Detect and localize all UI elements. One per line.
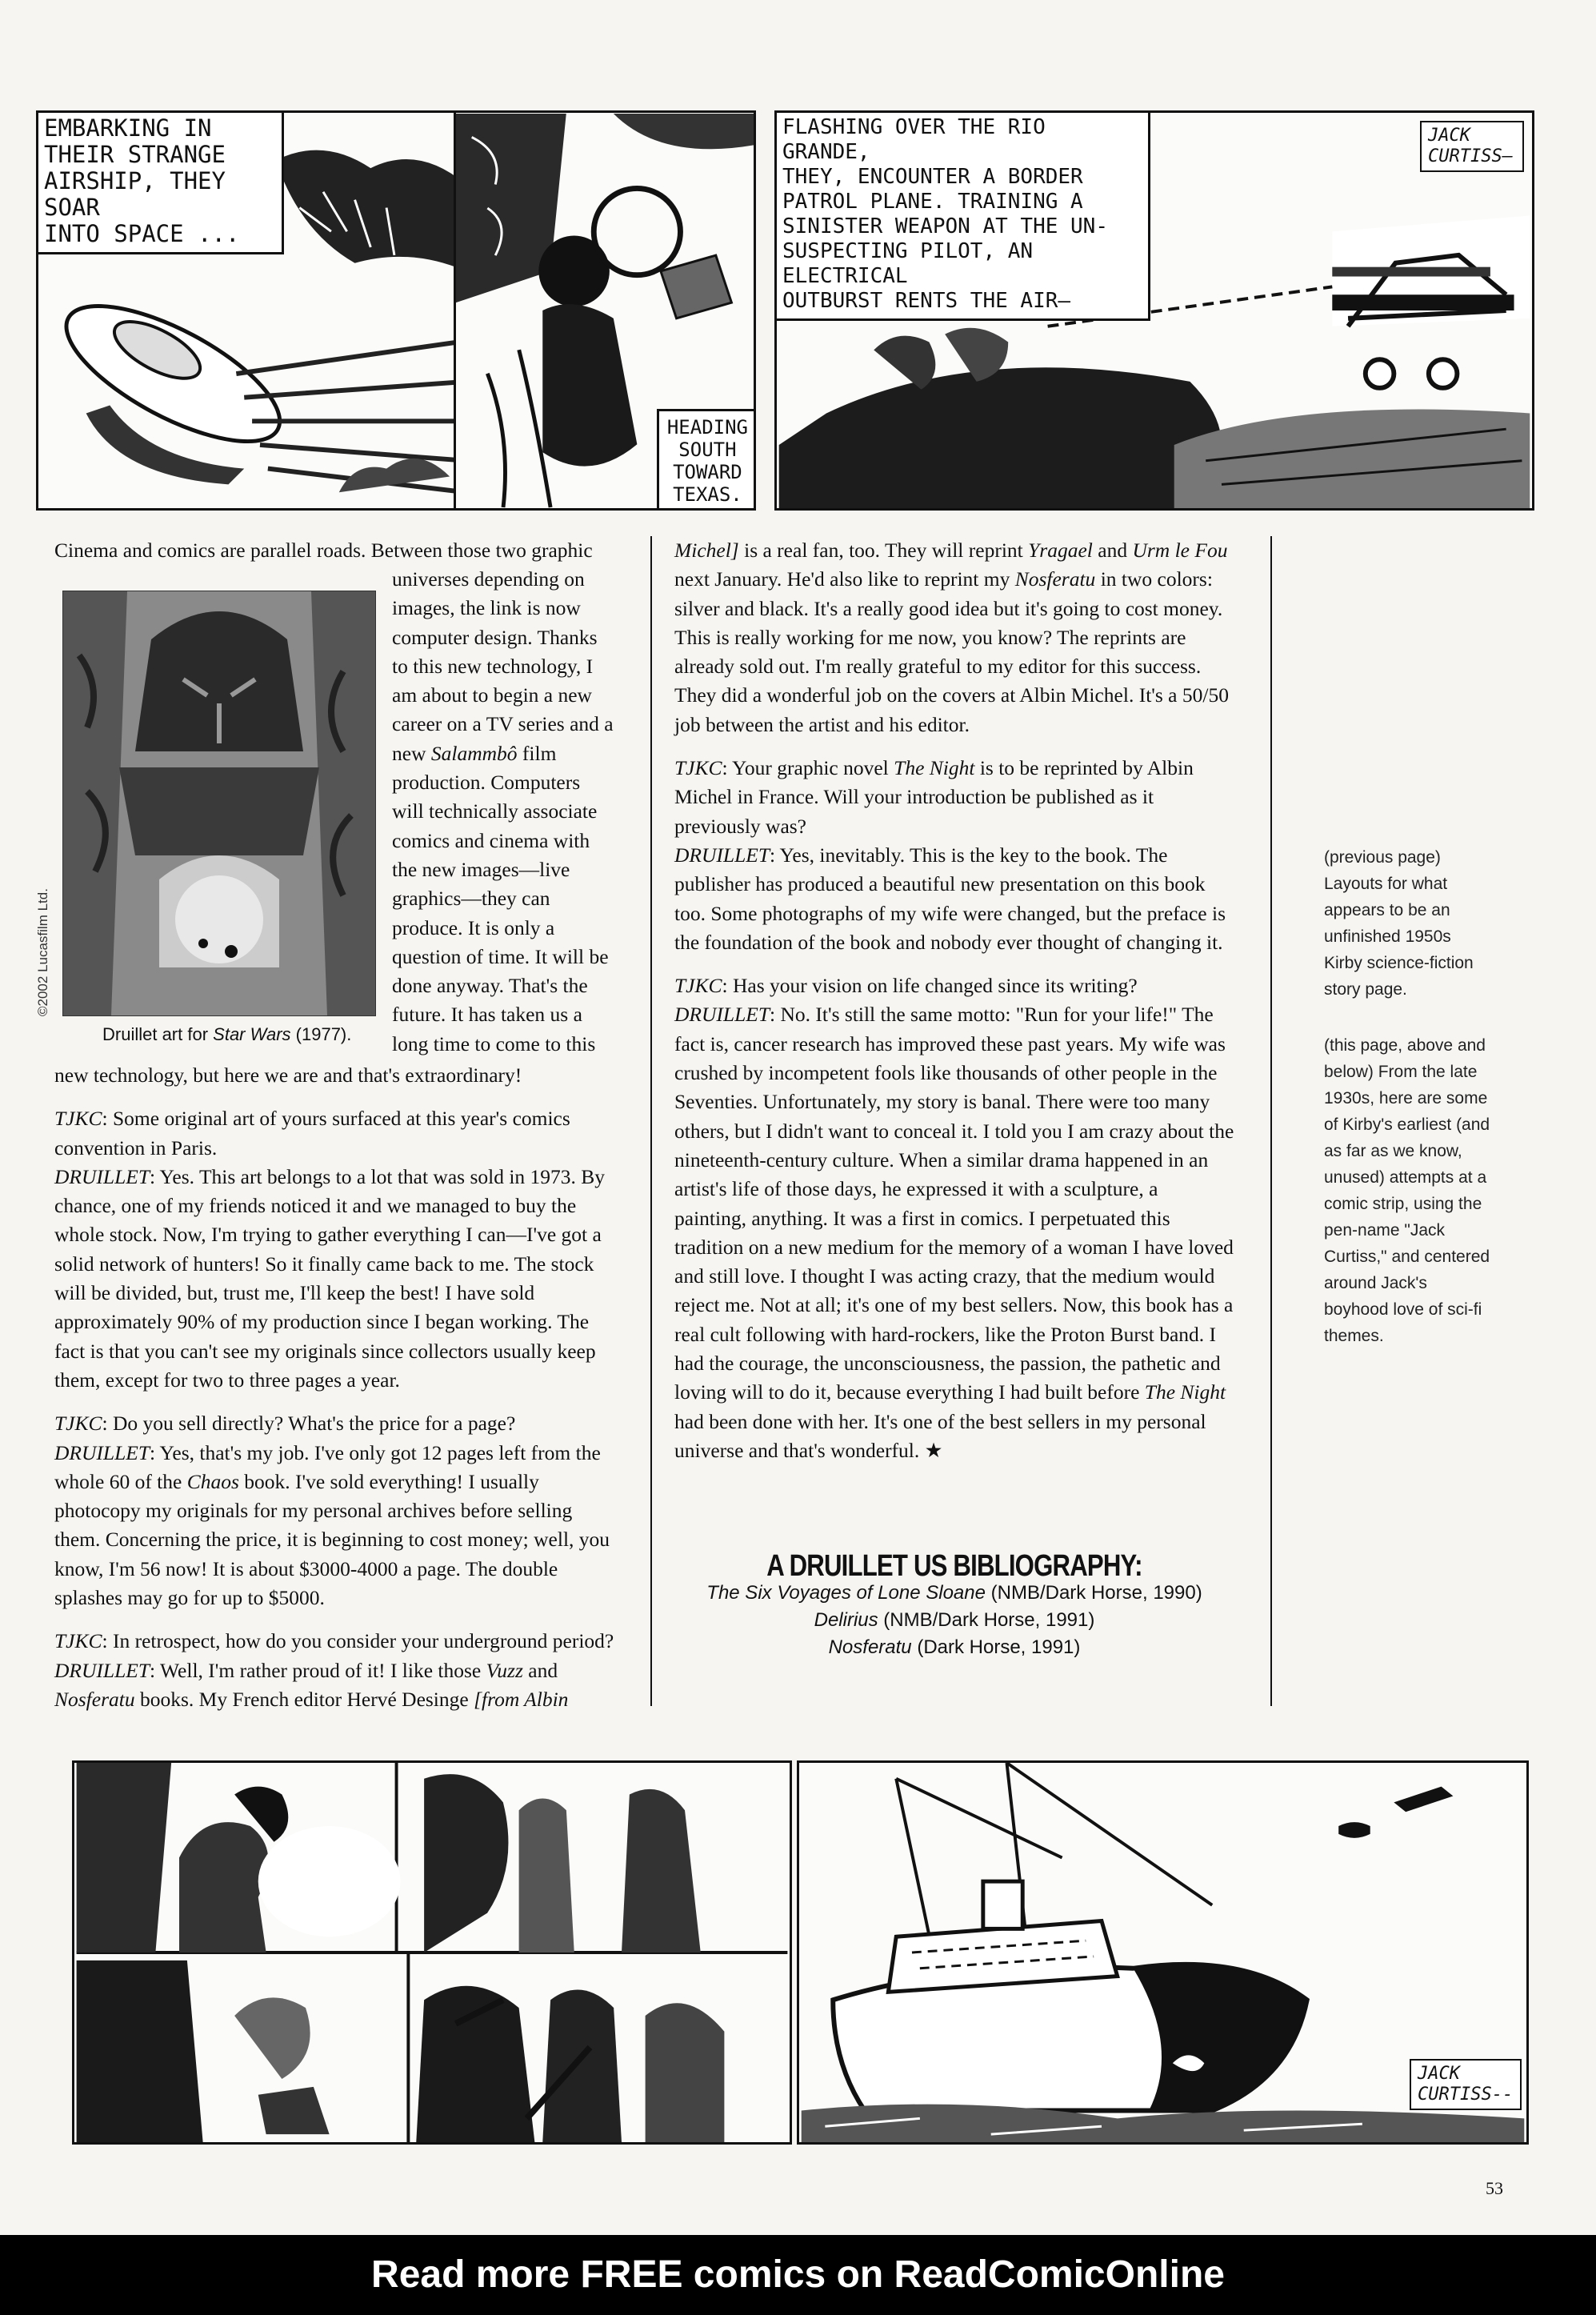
comic-panel-bottom-left [72,1760,792,2145]
panel3-caption: FLASHING OVER THE RIO GRANDE, THEY, ENCOUNTER A BORDER PATROL PLANE. TRAINING A SINISTER WEAPON AT THE UN- SUSPECTING PILOT, AN ELECTRICAL OUTBURST RENTS THE AIR— [774,110,1150,321]
bibliography-entry: Delirius (NMB/Dark Horse, 1991) [814,1609,1095,1631]
read-more-banner[interactable]: Read more FREE comics on ReadComicOnline [0,2235,1596,2315]
image-credit: ©2002 Lucasfilm Ltd. [35,888,50,1016]
question-4: TJKC: Your graphic novel The Night is to be reprinted by Albin Michel in France. Will your introduction be published as it previously was? [674,756,1194,838]
sidebar-note-previous-page: (previous page) Layouts for what appears to be an unfinished 1950s Kirby science-fiction story page. [1324,848,1474,999]
intro-wrap-text: universes depending on images, the link is now computer design. Thanks to this new technology, I am about to begin a new career on a TV series and a new Salammbô film production. Computers will technically associate comics and cinema with the new images—live graphics—they can produce. It is only a question of time. It will be done anyway. That's the future. It has taken us a long time to come to this [392,567,614,1055]
answer-4: DRUILLET: Yes, inevitably. This is the key to the book. The publisher has produced a beautiful new presentation on this book too. Some photographs of my wife were changed, but the preface is the foundation of the book and nobody ever thought of changing it. [674,843,1226,954]
panel2-caption: HEADING SOUTH TOWARD TEXAS. [657,409,756,511]
darth-vader-helmet-illustration [63,591,375,1015]
bottom-signature: JACK CURTISS-- [1410,2059,1522,2110]
image-caption-title: Star Wars [213,1024,291,1044]
bibliography [674,1549,1234,1661]
comic-panel-border-patrol [774,110,1534,511]
answer-5: DRUILLET: No. It's still the same motto: "Run for your life!" The fact is, cancer research has improved these past years. My wife was crushed by incompetent fools like thousands of other people in the Seventies. Unfortunately, my story is banal. There were too many others, but I didn't want to conceal it. I told you I am crazy about the nineteenth-century culture. When a similar drama happened in an artist's life of those days, he expressed it with a sculpture, a painting, anything. It was a first in comics. I perpetuated this tradition on a new medium for the memory of a woman I have loved and still love. I thought I was acting crazy, that the medium would reject me. Not at all; it's one of my best sellers. Now, this book has a real cult following with hard-rockers, like the Proton Burst band. I had the courage, the unconsciousness, the passion, the pathetic and loving will to do it, because everything I had built before The Night had been done with her. It's one of the best sellers in my personal universe and that's wonderful. ★ [674,1003,1234,1462]
interview-column-1-lower [54,1061,618,1728]
comic-panel-bottom-ship [797,1760,1529,2145]
bibliography-entry: Nosferatu (Dark Horse, 1991) [828,1636,1081,1658]
bibliography-title: A DRUILLET US BIBLIOGRAPHY: [766,1549,1142,1583]
interview-column-2 [674,536,1234,1480]
image-caption [102,1024,351,1045]
sword-fight-illustration [74,1763,790,2142]
image-caption-pre: Druillet art for [102,1024,214,1044]
top-signature: JACK CURTISS— [1420,121,1524,172]
answer-3: DRUILLET: Well, I'm rather proud of it! I like those Vuzz and Nosferatu books. My French editor Hervé Desinge [from Albin [54,1658,569,1711]
page-number: 53 [1486,2178,1503,2198]
panel1-caption: EMBARKING IN THEIR STRANGE AIRSHIP, THEY SOAR INTO SPACE ... [36,110,284,254]
question-3: TJKC: In retrospect, how do you consider your underground period? [54,1629,614,1653]
interview-column-1 [54,536,614,565]
answer-2: DRUILLET: Yes, that's my job. I've only got 12 pages left from the whole 60 of the Chaos book. I've sold everything! I usually photocopy my originals for my personal archives before selling them. Concerning the price, it is beginning to cost money; well, you know, I'm 56 now! It is about $3000-4000 a page. The double splashes may go for up to $5000. [54,1440,610,1610]
intro-first-line: Cinema and comics are parallel roads. Between those two graphic [54,539,593,562]
comic-panel-pilot-cockpit [454,110,756,511]
question-2: TJKC: Do you sell directly? What's the price for a page? [54,1412,516,1436]
question-1: TJKC: Some original art of yours surfaced at this year's comics convention in Paris. [54,1107,570,1160]
column-divider-1 [650,536,652,1706]
answer-1: DRUILLET: Yes. This art belongs to a lot that was sold in 1973. By chance, one of my friends noticed it and we managed to buy the whole stock. Now, I'm trying to gather everything I can—I've got a solid network of hunters! So it finally came back to me. The stock will be divided, but, trust me, I'll keep the best! I have sold approximately 90% of my production since I began working. The fact is that you can't see my originals since collectors usually keep them, except for two to three pages a year. [54,1164,606,1392]
image-caption-post: (1977). [290,1024,352,1044]
sidebar-note-this-page: (this page, above and below) From the late 1930s, here are some of Kirby's earliest (and as far as we know, unused) attempts at a comic strip, using the pen-name "Jack Curtiss," and centered around Jack's boyhood love of sci-fi themes. [1324,1036,1490,1345]
question-5: TJKC: Has your vision on life changed since its writing? [674,974,1138,998]
comic-panel-airship-launch [36,110,482,511]
star-wars-art-image [62,591,376,1016]
intro-tail: new technology, but here we are and that's extraordinary! [54,1063,522,1087]
bibliography-entry: The Six Voyages of Lone Sloane (NMB/Dark Horse, 1990) [706,1582,1202,1604]
column-divider-2 [1270,536,1272,1706]
paragraph-albin-michel: Michel] is a real fan, too. They will reprint Yragael and Urm le Fou next January. He'd also like to reprint my Nosferatu in two colors: silver and black. It's a really good idea but it's going to cost money. This is really working for me now, you know? The reprints are already sold out. I'm really grateful to my editor for this success. They did a wonderful job on the covers at Albin Michel. It's a 50/50 job between the artist and his editor. [674,539,1229,736]
